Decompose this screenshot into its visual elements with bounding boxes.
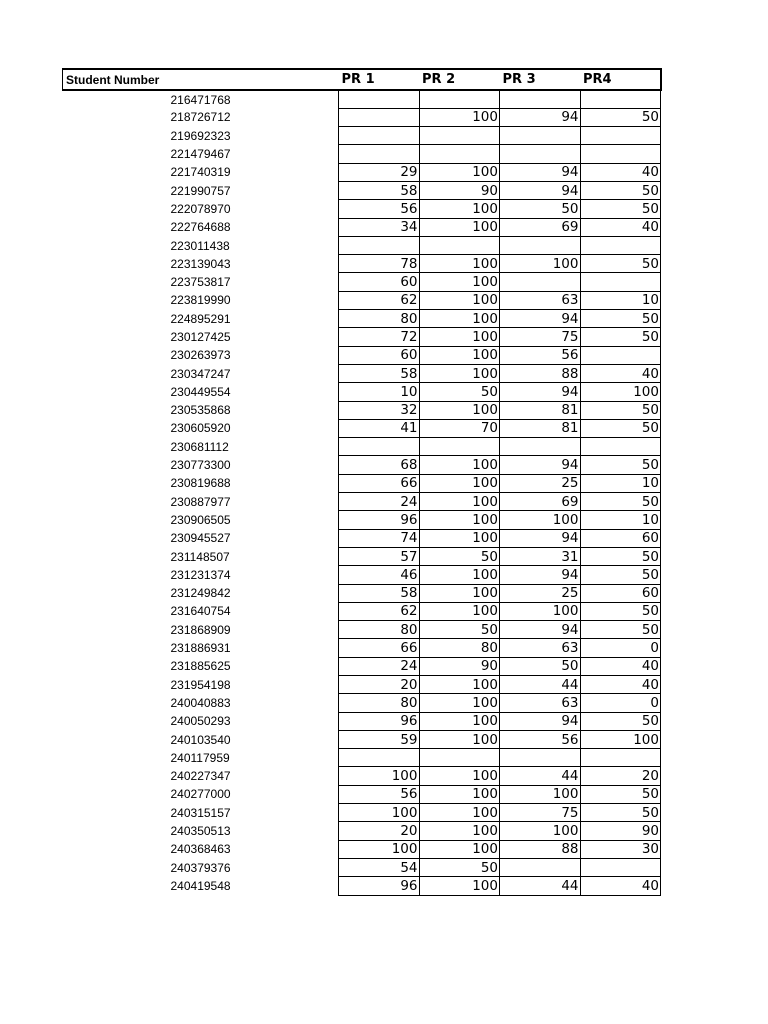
- pr1-cell: 41: [339, 419, 420, 437]
- pr1-cell: 20: [339, 822, 420, 840]
- student-number-cell: 240350513: [170, 824, 231, 839]
- pr3-cell: [500, 273, 581, 291]
- pr2-cell: [419, 438, 500, 456]
- student-number-cell: 231231374: [170, 567, 231, 582]
- pr1-cell: [339, 438, 420, 456]
- student-number-cell: 223753817: [170, 275, 231, 290]
- pr2-cell: 100: [419, 456, 500, 474]
- table-row: [63, 419, 661, 437]
- student-number-cell: 230127425: [170, 330, 231, 344]
- pr2-cell: 100: [419, 291, 500, 309]
- pr4-cell: 50: [580, 785, 661, 803]
- pr3-cell: 25: [500, 584, 581, 602]
- pr4-cell: 50: [580, 328, 661, 346]
- pr3-cell: 100: [500, 511, 581, 529]
- table-row: [63, 493, 661, 511]
- pr4-cell: 50: [580, 566, 661, 584]
- pr3-cell: 63: [500, 291, 581, 309]
- pr3-cell: [500, 236, 581, 254]
- pr4-cell: 40: [580, 163, 661, 181]
- pr1-cell: 32: [339, 401, 420, 419]
- pr1-cell: 66: [339, 474, 420, 492]
- pr4-cell: 50: [580, 419, 661, 437]
- pr3-cell: 44: [500, 877, 581, 895]
- pr1-cell: 96: [339, 712, 420, 730]
- table-row: [63, 584, 661, 602]
- pr4-cell: 50: [580, 547, 661, 565]
- table-row: [63, 145, 661, 163]
- pr1-cell: 57: [339, 547, 420, 565]
- pr2-cell: [419, 127, 500, 145]
- pr2-cell: [419, 749, 500, 767]
- pr3-cell: [500, 858, 581, 876]
- student-number-cell: 221479467: [170, 147, 231, 162]
- table-row: [63, 511, 661, 529]
- pr1-cell: 56: [339, 200, 420, 218]
- student-number-cell: 230449554: [170, 384, 231, 399]
- table-body: [63, 90, 661, 895]
- pr1-cell: 100: [339, 840, 420, 858]
- pr4-cell: 50: [580, 456, 661, 474]
- pr4-cell: 60: [580, 529, 661, 547]
- pr2-cell: 100: [419, 694, 500, 712]
- pr2-cell: 100: [419, 730, 500, 748]
- student-number-cell: 240103540: [170, 732, 231, 747]
- pr1-cell: 66: [339, 639, 420, 657]
- pr3-cell: 63: [500, 694, 581, 712]
- pr1-cell: [339, 90, 420, 108]
- table-row: [63, 200, 661, 218]
- pr2-cell: 100: [419, 310, 500, 328]
- pr4-cell: 40: [580, 877, 661, 895]
- table-row: [63, 822, 661, 840]
- student-number-cell: 240050293: [170, 714, 231, 729]
- table-row: [63, 328, 661, 346]
- student-number-cell: 230681112: [170, 439, 229, 454]
- pr1-cell: 100: [339, 804, 420, 822]
- table-row: [63, 456, 661, 474]
- table-row: [63, 749, 661, 767]
- pr2-cell: 100: [419, 712, 500, 730]
- table-row: [63, 694, 661, 712]
- table-row: [63, 676, 661, 694]
- student-number-cell: 231148507: [170, 549, 230, 564]
- pr2-cell: 70: [419, 419, 500, 437]
- pr3-cell: 100: [500, 255, 581, 273]
- pr4-cell: 40: [580, 676, 661, 694]
- pr3-cell: 69: [500, 493, 581, 511]
- pr2-cell: 80: [419, 639, 500, 657]
- pr4-cell: 50: [580, 602, 661, 620]
- pr4-cell: [580, 236, 661, 254]
- pr1-cell: 74: [339, 529, 420, 547]
- pr1-cell: [339, 127, 420, 145]
- student-number-cell: 218726712: [170, 110, 231, 125]
- pr2-cell: 100: [419, 346, 500, 364]
- student-number-cell: 222764688: [170, 220, 231, 235]
- header-pr4: PR4: [580, 69, 661, 90]
- table-row: [63, 310, 661, 328]
- pr1-cell: 58: [339, 364, 420, 382]
- pr1-cell: 60: [339, 273, 420, 291]
- table-row: [63, 401, 661, 419]
- pr4-cell: 10: [580, 291, 661, 309]
- pr2-cell: 100: [419, 529, 500, 547]
- pr1-cell: 62: [339, 291, 420, 309]
- table-row: [63, 730, 661, 748]
- student-number-cell: 240368463: [170, 842, 231, 857]
- pr1-cell: 24: [339, 657, 420, 675]
- student-number-cell: 230819688: [170, 476, 231, 491]
- pr1-cell: 59: [339, 730, 420, 748]
- table-row: [63, 255, 661, 273]
- student-number-cell: 230887977: [170, 494, 231, 509]
- table-row: [63, 291, 661, 309]
- pr3-cell: 75: [500, 328, 581, 346]
- pr2-cell: 100: [419, 602, 500, 620]
- pr4-cell: 50: [580, 493, 661, 511]
- pr1-cell: 58: [339, 584, 420, 602]
- pr1-cell: 80: [339, 621, 420, 639]
- table-row: [63, 438, 661, 456]
- student-number-cell: 230263973: [170, 348, 231, 363]
- student-number-cell: 231640754: [170, 604, 231, 619]
- pr1-cell: 54: [339, 858, 420, 876]
- table-row: [63, 877, 661, 895]
- pr3-cell: 88: [500, 840, 581, 858]
- pr2-cell: 100: [419, 108, 500, 126]
- pr4-cell: 100: [580, 383, 661, 401]
- pr1-cell: 80: [339, 310, 420, 328]
- pr3-cell: 50: [500, 200, 581, 218]
- pr2-cell: 100: [419, 493, 500, 511]
- table-row: [63, 474, 661, 492]
- pr1-cell: 68: [339, 456, 420, 474]
- pr4-cell: 90: [580, 822, 661, 840]
- pr3-cell: 94: [500, 456, 581, 474]
- student-number-cell: 240419548: [170, 878, 231, 893]
- student-number-cell: 231249842: [170, 586, 231, 601]
- pr4-cell: 0: [580, 694, 661, 712]
- pr2-cell: 50: [419, 547, 500, 565]
- pr4-cell: 30: [580, 840, 661, 858]
- pr3-cell: 100: [500, 822, 581, 840]
- pr2-cell: 100: [419, 566, 500, 584]
- pr3-cell: 94: [500, 108, 581, 126]
- pr3-cell: 31: [500, 547, 581, 565]
- pr4-cell: 60: [580, 584, 661, 602]
- table-row: [63, 767, 661, 785]
- pr2-cell: 100: [419, 401, 500, 419]
- pr1-cell: 58: [339, 181, 420, 199]
- student-number-cell: 230535868: [170, 403, 231, 418]
- pr1-cell: [339, 749, 420, 767]
- header-pr1: PR 1: [339, 69, 420, 90]
- pr3-cell: 69: [500, 218, 581, 236]
- pr3-cell: 50: [500, 657, 581, 675]
- pr4-cell: 50: [580, 310, 661, 328]
- pr1-cell: 80: [339, 694, 420, 712]
- table-row: [63, 804, 661, 822]
- student-number-cell: 231954198: [170, 677, 231, 692]
- pr1-cell: 46: [339, 566, 420, 584]
- table-row: [63, 858, 661, 876]
- pr3-cell: 44: [500, 676, 581, 694]
- pr2-cell: 100: [419, 474, 500, 492]
- pr1-cell: 34: [339, 218, 420, 236]
- pr4-cell: [580, 438, 661, 456]
- pr3-cell: 94: [500, 529, 581, 547]
- pr3-cell: [500, 749, 581, 767]
- pr3-cell: 94: [500, 621, 581, 639]
- pr4-cell: [580, 273, 661, 291]
- student-number-cell: 224895291: [170, 311, 231, 326]
- pr4-cell: 50: [580, 712, 661, 730]
- pr2-cell: 100: [419, 584, 500, 602]
- student-number-cell: 221740319: [170, 165, 231, 180]
- pr4-cell: 10: [580, 474, 661, 492]
- pr1-cell: 100: [339, 767, 420, 785]
- table-row: [63, 529, 661, 547]
- pr2-cell: 100: [419, 676, 500, 694]
- student-number-cell: 230945527: [170, 531, 231, 546]
- table-row: [63, 181, 661, 199]
- pr3-cell: 94: [500, 163, 581, 181]
- pr3-cell: 63: [500, 639, 581, 657]
- pr2-cell: 100: [419, 840, 500, 858]
- pr2-cell: [419, 236, 500, 254]
- header-student-number: Student Number: [63, 69, 339, 90]
- table-row: [63, 657, 661, 675]
- student-number-cell: 223139043: [170, 256, 231, 271]
- student-number-cell: 223011438: [170, 238, 230, 253]
- pr3-cell: 100: [500, 785, 581, 803]
- student-number-cell: 230605920: [170, 421, 231, 436]
- pr4-cell: [580, 127, 661, 145]
- pr1-cell: 10: [339, 383, 420, 401]
- pr4-cell: 50: [580, 401, 661, 419]
- pr4-cell: [580, 749, 661, 767]
- student-number-cell: 230347247: [170, 366, 231, 381]
- pr4-cell: [580, 346, 661, 364]
- pr2-cell: 100: [419, 163, 500, 181]
- table-row: [63, 108, 661, 126]
- student-number-cell: 240040883: [170, 695, 231, 710]
- pr2-cell: 100: [419, 877, 500, 895]
- pr4-cell: [580, 858, 661, 876]
- pr4-cell: [580, 90, 661, 108]
- grades-table: [62, 68, 662, 896]
- student-number-cell: 230773300: [170, 458, 231, 473]
- pr1-cell: 56: [339, 785, 420, 803]
- table-row: [63, 273, 661, 291]
- pr2-cell: 90: [419, 181, 500, 199]
- pr1-cell: [339, 145, 420, 163]
- table-row: [63, 547, 661, 565]
- pr2-cell: 100: [419, 364, 500, 382]
- pr3-cell: 81: [500, 401, 581, 419]
- student-number-cell: 240227347: [170, 769, 231, 784]
- pr4-cell: [580, 145, 661, 163]
- pr1-cell: 96: [339, 877, 420, 895]
- pr4-cell: 40: [580, 364, 661, 382]
- pr1-cell: [339, 108, 420, 126]
- table-row: [63, 364, 661, 382]
- pr3-cell: 94: [500, 383, 581, 401]
- pr4-cell: 50: [580, 255, 661, 273]
- pr3-cell: [500, 90, 581, 108]
- pr1-cell: 20: [339, 676, 420, 694]
- header-row: [63, 69, 661, 90]
- pr3-cell: 94: [500, 181, 581, 199]
- pr1-cell: 24: [339, 493, 420, 511]
- pr2-cell: 100: [419, 273, 500, 291]
- pr2-cell: 100: [419, 767, 500, 785]
- student-number-cell: 222078970: [170, 201, 231, 216]
- pr1-cell: 96: [339, 511, 420, 529]
- table-row: [63, 712, 661, 730]
- pr2-cell: 100: [419, 255, 500, 273]
- student-number-cell: 231885625: [170, 659, 231, 674]
- pr2-cell: 100: [419, 804, 500, 822]
- pr4-cell: 20: [580, 767, 661, 785]
- student-number-cell: 219692323: [170, 128, 231, 143]
- pr1-cell: 62: [339, 602, 420, 620]
- student-number-cell: 240117959: [170, 750, 230, 765]
- pr2-cell: 50: [419, 621, 500, 639]
- pr3-cell: 75: [500, 804, 581, 822]
- pr3-cell: 81: [500, 419, 581, 437]
- header-pr3: PR 3: [500, 69, 581, 90]
- table-row: [63, 236, 661, 254]
- pr3-cell: 94: [500, 712, 581, 730]
- pr2-cell: [419, 145, 500, 163]
- table-row: [63, 639, 661, 657]
- table-row: [63, 346, 661, 364]
- table-row: [63, 383, 661, 401]
- pr3-cell: 94: [500, 310, 581, 328]
- pr1-cell: [339, 236, 420, 254]
- pr4-cell: 50: [580, 200, 661, 218]
- table-row: [63, 127, 661, 145]
- pr3-cell: 100: [500, 602, 581, 620]
- pr1-cell: 78: [339, 255, 420, 273]
- table-row: [63, 566, 661, 584]
- pr4-cell: 50: [580, 621, 661, 639]
- pr3-cell: 25: [500, 474, 581, 492]
- pr2-cell: [419, 90, 500, 108]
- pr4-cell: 40: [580, 657, 661, 675]
- pr3-cell: 56: [500, 346, 581, 364]
- student-number-cell: 240315157: [170, 805, 231, 820]
- pr4-cell: 50: [580, 108, 661, 126]
- pr3-cell: 94: [500, 566, 581, 584]
- pr2-cell: 100: [419, 200, 500, 218]
- pr4-cell: 50: [580, 181, 661, 199]
- pr2-cell: 50: [419, 383, 500, 401]
- pr2-cell: 100: [419, 511, 500, 529]
- pr3-cell: 56: [500, 730, 581, 748]
- pr2-cell: 100: [419, 822, 500, 840]
- student-number-cell: 230906505: [170, 512, 231, 527]
- pr3-cell: [500, 438, 581, 456]
- pr3-cell: [500, 127, 581, 145]
- table-row: [63, 90, 661, 108]
- pr3-cell: 88: [500, 364, 581, 382]
- student-number-cell: 221990757: [170, 183, 231, 198]
- student-number-cell: 231886931: [170, 641, 231, 656]
- table-row: [63, 621, 661, 639]
- pr4-cell: 50: [580, 804, 661, 822]
- student-number-cell: 240277000: [170, 787, 231, 802]
- table-row: [63, 218, 661, 236]
- pr1-cell: 60: [339, 346, 420, 364]
- table-row: [63, 785, 661, 803]
- student-number-cell: 216471768: [170, 92, 231, 107]
- pr2-cell: 100: [419, 218, 500, 236]
- student-number-cell: 231868909: [170, 622, 231, 637]
- pr3-cell: 44: [500, 767, 581, 785]
- table-row: [63, 840, 661, 858]
- pr4-cell: 100: [580, 730, 661, 748]
- table-row: [63, 602, 661, 620]
- pr1-cell: 72: [339, 328, 420, 346]
- pr1-cell: 29: [339, 163, 420, 181]
- pr2-cell: 100: [419, 328, 500, 346]
- header-pr2: PR 2: [419, 69, 500, 90]
- table-row: [63, 163, 661, 181]
- pr2-cell: 100: [419, 785, 500, 803]
- student-number-cell: 223819990: [170, 293, 231, 308]
- pr4-cell: 0: [580, 639, 661, 657]
- student-number-cell: 240379376: [170, 860, 231, 875]
- pr2-cell: 90: [419, 657, 500, 675]
- pr2-cell: 50: [419, 858, 500, 876]
- pr3-cell: [500, 145, 581, 163]
- pr4-cell: 40: [580, 218, 661, 236]
- pr4-cell: 10: [580, 511, 661, 529]
